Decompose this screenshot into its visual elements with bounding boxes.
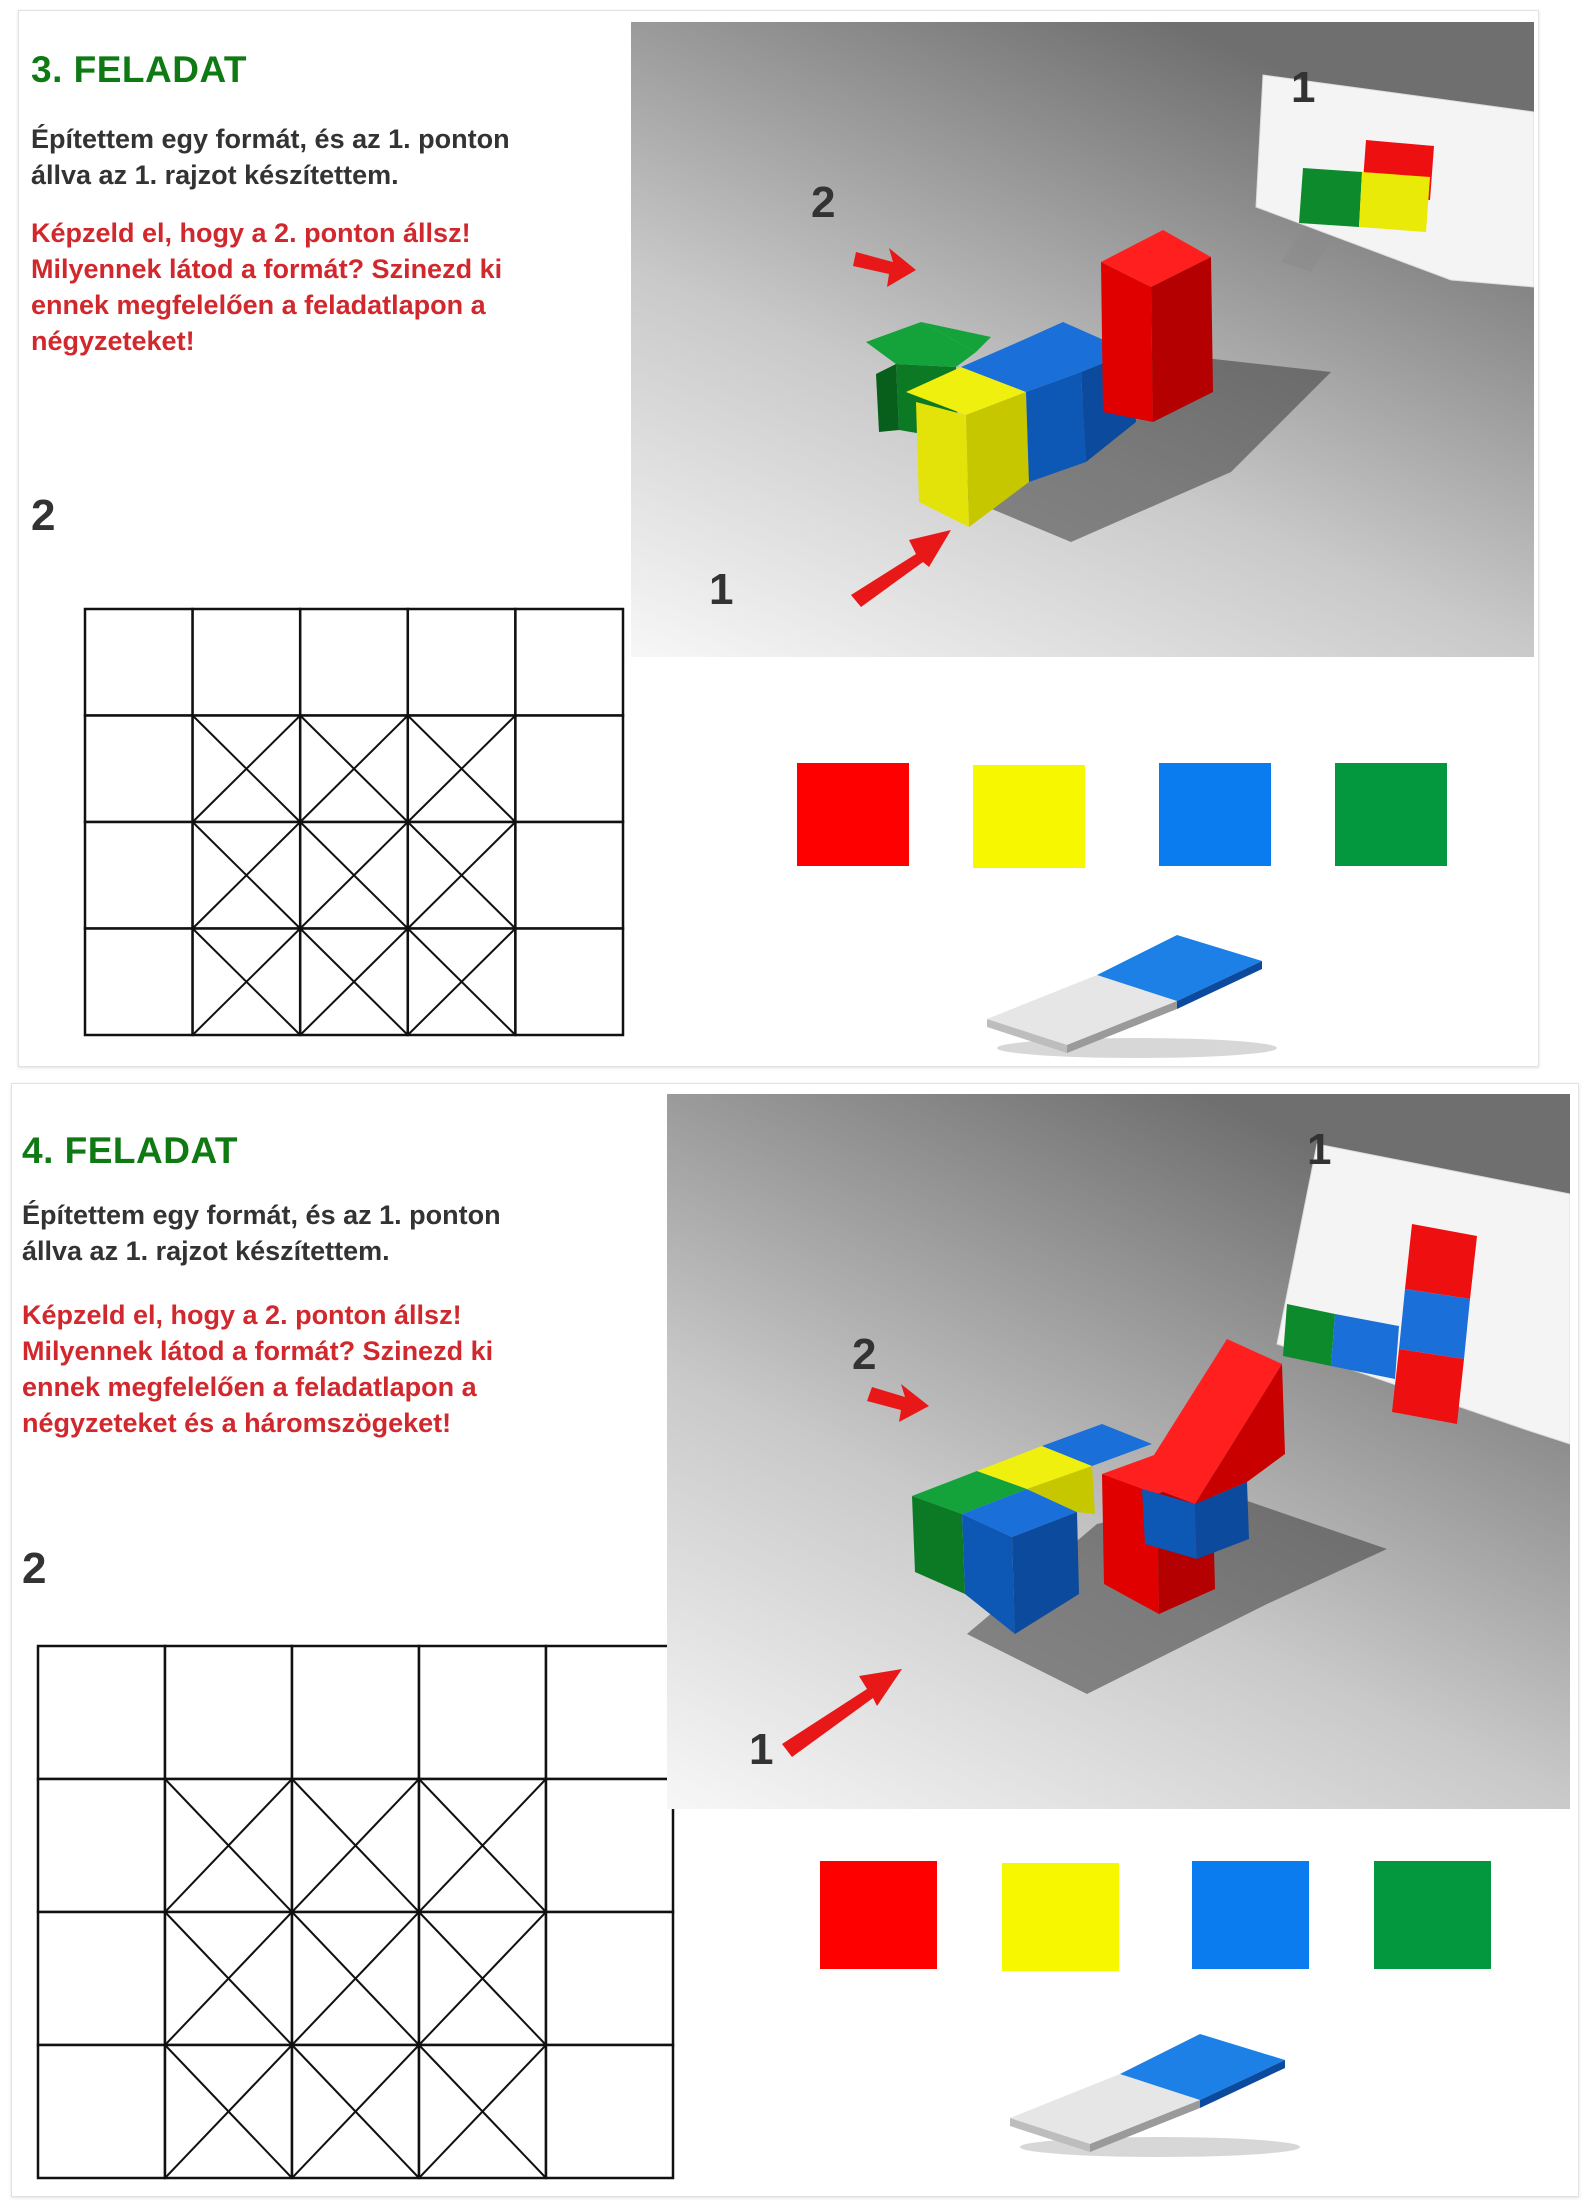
color-swatch-blue[interactable] xyxy=(1159,763,1271,866)
instruction-line: négyzeteket! xyxy=(31,326,195,356)
color-swatch-red[interactable] xyxy=(820,1861,937,1969)
description-line: állva az 1. rajzot készítettem. xyxy=(22,1236,390,1266)
grid-cells[interactable] xyxy=(38,1646,673,2178)
instruction-line: ennek megfelelően a feladatlapon a xyxy=(31,290,486,320)
task-4-panel xyxy=(11,1083,1579,2197)
description-line: állva az 1. rajzot készítettem. xyxy=(31,160,399,190)
description-line: Építettem egy formát, és az 1. ponton xyxy=(31,124,510,154)
task-description xyxy=(31,121,510,193)
point-2-label: 2 xyxy=(852,1330,877,1379)
task-description xyxy=(22,1197,501,1269)
color-swatch-red[interactable] xyxy=(797,763,909,866)
eraser-icon[interactable] xyxy=(967,923,1307,1063)
task-scene-image xyxy=(631,22,1534,657)
description-line: Építettem egy formát, és az 1. ponton xyxy=(22,1200,501,1230)
card-label: 1 xyxy=(1307,1125,1332,1174)
instruction-line: Milyennek látod a formát? Szinezd ki xyxy=(31,254,503,284)
color-swatch-yellow[interactable] xyxy=(1002,1863,1119,1971)
instruction-line: Képzeld el, hogy a 2. ponton állsz! xyxy=(22,1300,462,1330)
task-instruction xyxy=(22,1297,493,1441)
task-title: 4. FELADAT xyxy=(22,1130,239,1171)
point-2-label: 2 xyxy=(811,178,836,227)
color-swatch-green[interactable] xyxy=(1335,763,1447,866)
view-label: 2 xyxy=(31,491,56,540)
card-label: 1 xyxy=(1291,63,1316,112)
grid-cells[interactable] xyxy=(85,609,623,1035)
instruction-line: Képzeld el, hogy a 2. ponton állsz! xyxy=(31,218,471,248)
color-swatch-green[interactable] xyxy=(1374,1861,1491,1969)
answer-grid[interactable] xyxy=(83,607,625,1037)
task-3-panel xyxy=(18,10,1539,1067)
point-1-label: 1 xyxy=(749,1725,774,1774)
answer-grid[interactable] xyxy=(36,1644,676,2180)
task-instruction xyxy=(31,215,502,359)
color-swatch-blue[interactable] xyxy=(1192,1861,1309,1969)
task-title: 3. FELADAT xyxy=(31,49,248,90)
point-1-label: 1 xyxy=(709,565,734,614)
task-scene-image xyxy=(667,1094,1570,1809)
color-swatch-yellow[interactable] xyxy=(973,765,1085,868)
instruction-line: négyzeteket és a háromszögeket! xyxy=(22,1408,452,1438)
view-label: 2 xyxy=(22,1544,47,1593)
instruction-line: ennek megfelelően a feladatlapon a xyxy=(22,1372,477,1402)
eraser-icon[interactable] xyxy=(990,2022,1330,2162)
instruction-line: Milyennek látod a formát? Szinezd ki xyxy=(22,1336,494,1366)
